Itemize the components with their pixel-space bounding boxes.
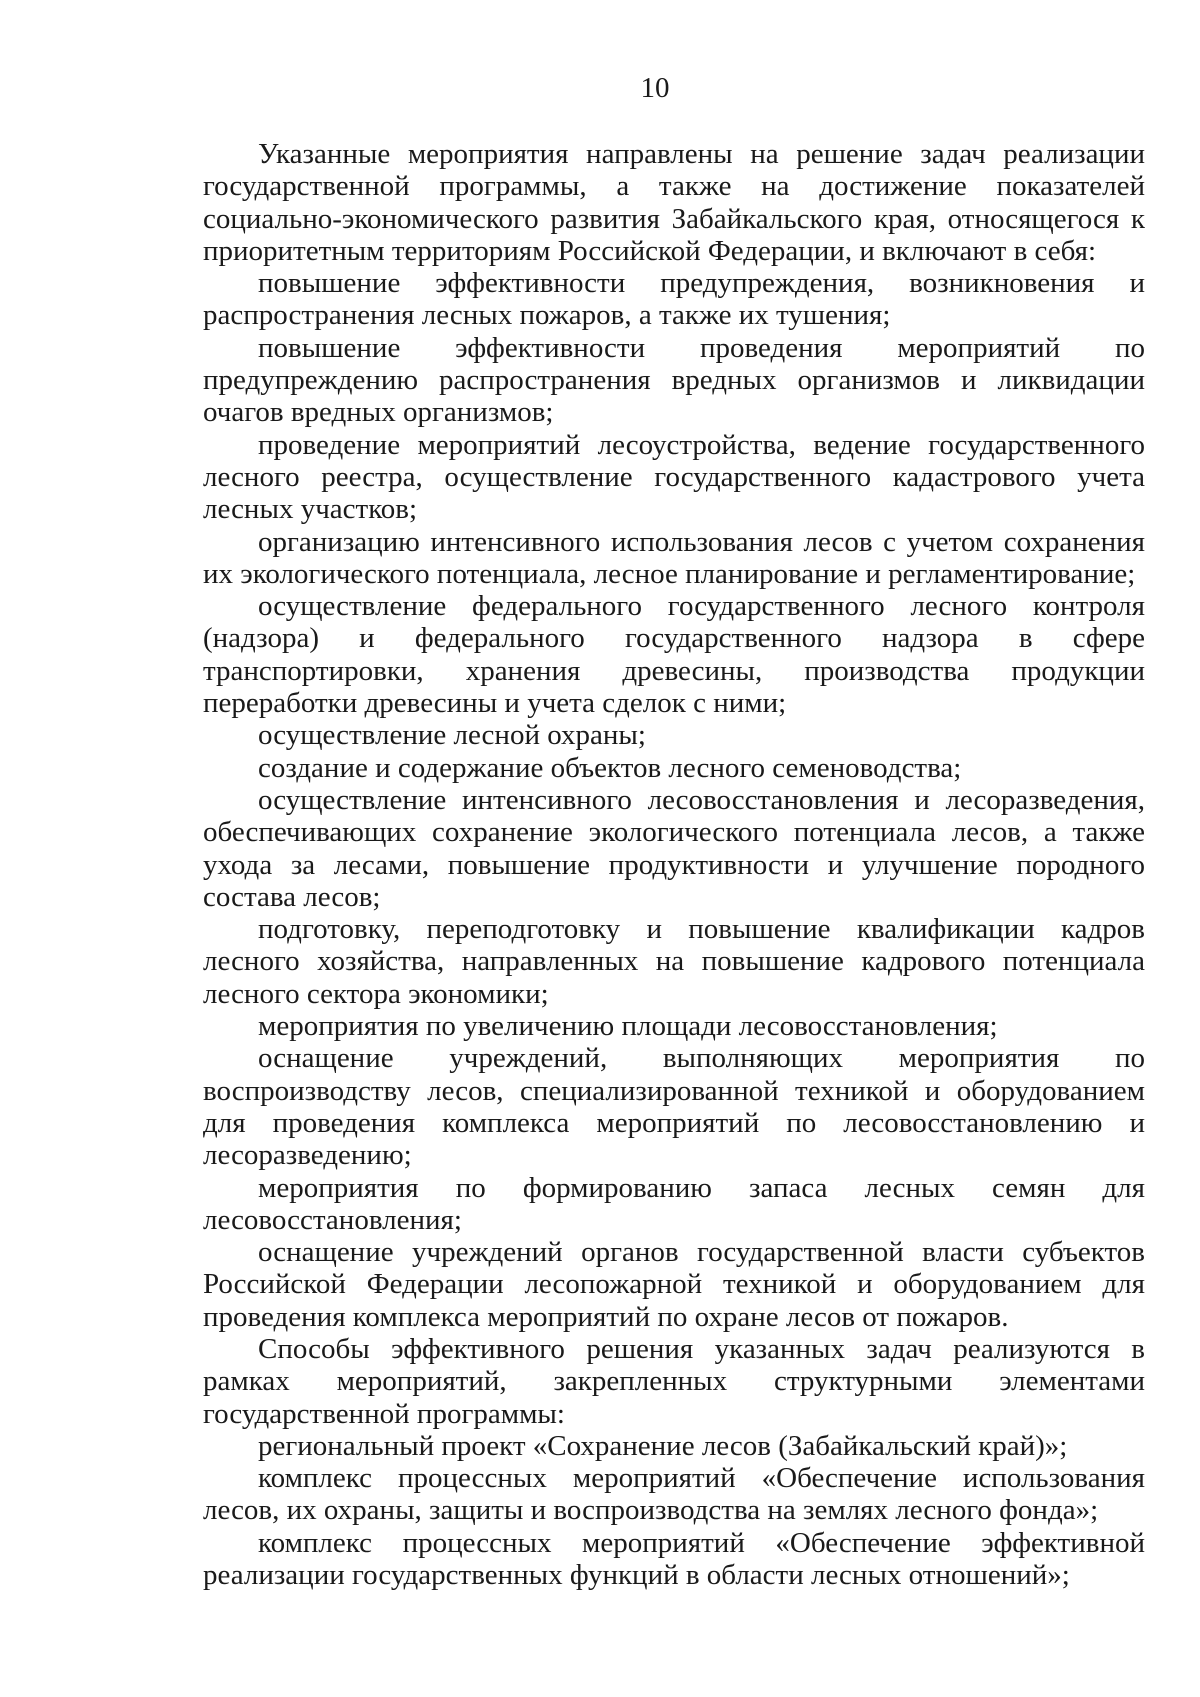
list-item: повышение эффективности проведения мероприятий по предупреждению распространения вредных организмов и ликвидации очагов вредных организмов;: [203, 331, 1145, 429]
list-item: проведение мероприятий лесоустройства, ведение государственного лесного реестра, осуществление государственного кадастрового учета лесных участков;: [203, 428, 1145, 526]
list-item: мероприятия по увеличению площади лесовосстановления;: [258, 1010, 998, 1043]
list-item: оснащение учреждений, выполняющих мероприятия по воспроизводству лесов, специализированной техникой и оборудованием для проведения комплекса мероприятий по лесовосстановлению и лесоразведению;: [203, 1042, 1145, 1172]
paragraph-methods: Способы эффективного решения указанных задач реализуются в рамках мероприятий, закрепленных структурными элементами государственной программы:: [203, 1332, 1145, 1430]
list-item: организацию интенсивного использования лесов с учетом сохранения их экологического потенциала, лесное планирование и регламентирование;: [203, 525, 1145, 590]
list-item: повышение эффективности предупреждения, возникновения и распространения лесных пожаров, а также их тушения;: [203, 267, 1145, 332]
page-number: 10: [640, 72, 670, 104]
list-item: подготовку, переподготовку и повышение квалификации кадров лесного хозяйства, направленных на повышение кадрового потенциала лесного сектора экономики;: [203, 913, 1145, 1010]
list-item: осуществление интенсивного лесовосстановления и лесоразведения, обеспечивающих сохранение экологического потенциала лесов, а также ухода за лесами, повышение продуктивности и улучшение породного состава лесов;: [203, 783, 1145, 913]
list-item: комплекс процессных мероприятий «Обеспечение эффективной реализации государственных функций в области лесных отношений»;: [203, 1526, 1145, 1592]
list-item: мероприятия по формированию запаса лесных семян для лесовосстановления;: [203, 1171, 1145, 1236]
list-item: осуществление лесной охраны;: [258, 719, 646, 752]
paragraph-intro: Указанные мероприятия направлены на решение задач реализации государственной программы, а также на достижение показателей социально-экономического развития Забайкальского края, относящегося к приоритетным территориям Российской Федерации, и включают в себя:: [203, 138, 1145, 267]
list-item: комплекс процессных мероприятий «Обеспечение использования лесов, их охраны, защиты и воспроизводства на землях лесного фонда»;: [203, 1462, 1145, 1527]
list-item: оснащение учреждений органов государственной власти субъектов Российской Федерации лесопожарной техникой и оборудованием для проведения комплекса мероприятий по охране лесов от пожаров.: [203, 1236, 1145, 1333]
list-item: осуществление федерального государственного лесного контроля (надзора) и федерального государственного надзора в сфере транспортировки, хранения древесины, производства продукции переработки древесины и учета сделок с ними;: [203, 590, 1145, 720]
list-item: региональный проект «Сохранение лесов (Забайкальский край)»;: [258, 1429, 1068, 1462]
document-body: [203, 138, 1145, 1591]
list-item: создание и содержание объектов лесного семеноводства;: [258, 751, 962, 784]
